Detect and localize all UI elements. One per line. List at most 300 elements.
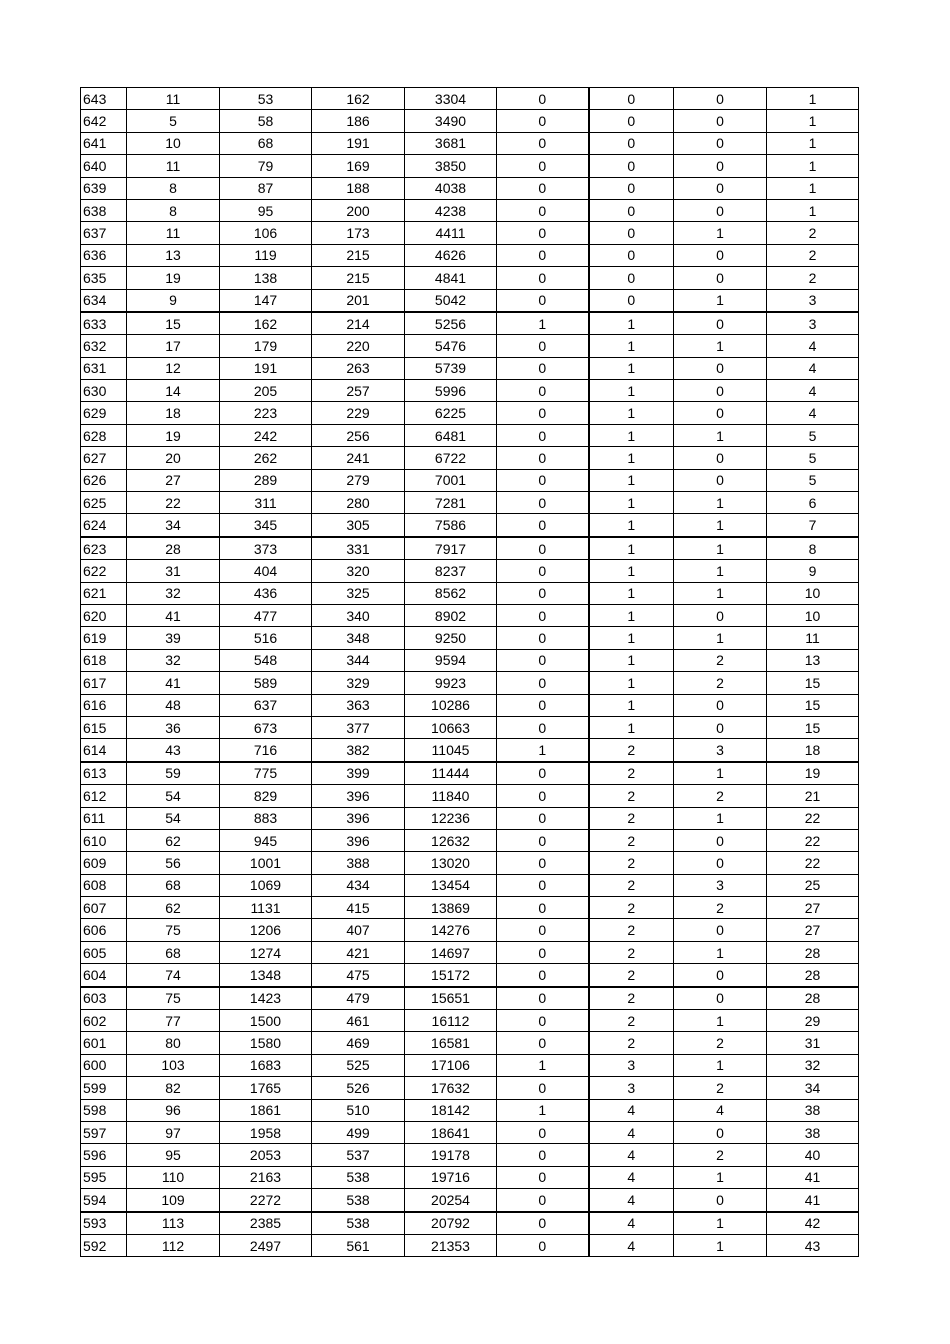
table-cell: 0 bbox=[497, 289, 589, 312]
table-cell: 0 bbox=[674, 1121, 767, 1143]
score-cell: 640 bbox=[81, 155, 127, 177]
table-cell: 28 bbox=[767, 941, 859, 963]
table-cell: 0 bbox=[497, 1166, 589, 1188]
table-row bbox=[81, 424, 859, 446]
table-cell: 0 bbox=[497, 537, 589, 560]
table-cell: 97 bbox=[127, 1121, 220, 1143]
table-cell: 36 bbox=[127, 716, 220, 738]
score-cell: 594 bbox=[81, 1189, 127, 1212]
score-cell: 592 bbox=[81, 1234, 127, 1256]
table-cell: 2 bbox=[674, 672, 767, 694]
score-cell: 613 bbox=[81, 762, 127, 785]
table-cell: 2 bbox=[767, 222, 859, 244]
table-cell: 17106 bbox=[405, 1054, 497, 1076]
table-cell: 499 bbox=[312, 1121, 405, 1143]
table-cell: 0 bbox=[497, 1121, 589, 1143]
table-cell: 263 bbox=[312, 357, 405, 379]
table-cell: 0 bbox=[497, 1077, 589, 1099]
table-cell: 2497 bbox=[220, 1234, 312, 1256]
table-cell: 2 bbox=[589, 897, 674, 919]
table-cell: 0 bbox=[497, 941, 589, 963]
table-cell: 6481 bbox=[405, 424, 497, 446]
table-cell: 32 bbox=[767, 1054, 859, 1076]
table-cell: 0 bbox=[497, 1189, 589, 1212]
table-cell: 5 bbox=[127, 110, 220, 132]
table-cell: 59 bbox=[127, 762, 220, 785]
score-cell: 597 bbox=[81, 1121, 127, 1143]
table-cell: 109 bbox=[127, 1189, 220, 1212]
table-cell: 0 bbox=[497, 1234, 589, 1256]
table-body bbox=[81, 88, 859, 1257]
table-cell: 68 bbox=[127, 874, 220, 896]
table-cell: 396 bbox=[312, 785, 405, 807]
table-cell: 200 bbox=[312, 199, 405, 221]
table-cell: 215 bbox=[312, 267, 405, 289]
table-cell: 0 bbox=[497, 155, 589, 177]
table-cell: 0 bbox=[589, 222, 674, 244]
table-row bbox=[81, 829, 859, 851]
table-row bbox=[81, 919, 859, 941]
table-cell: 7001 bbox=[405, 469, 497, 491]
table-cell: 9 bbox=[767, 560, 859, 582]
table-cell: 34 bbox=[127, 514, 220, 537]
table-cell: 345 bbox=[220, 514, 312, 537]
table-cell: 31 bbox=[767, 1032, 859, 1054]
table-cell: 19716 bbox=[405, 1166, 497, 1188]
table-cell: 0 bbox=[674, 1189, 767, 1212]
table-cell: 10 bbox=[127, 132, 220, 154]
table-cell: 0 bbox=[497, 132, 589, 154]
table-row bbox=[81, 177, 859, 199]
table-cell: 229 bbox=[312, 402, 405, 424]
table-cell: 0 bbox=[497, 402, 589, 424]
table-cell: 404 bbox=[220, 560, 312, 582]
table-cell: 110 bbox=[127, 1166, 220, 1188]
table-cell: 34 bbox=[767, 1077, 859, 1099]
score-cell: 607 bbox=[81, 897, 127, 919]
table-cell: 241 bbox=[312, 447, 405, 469]
table-cell: 516 bbox=[220, 627, 312, 649]
table-cell: 5739 bbox=[405, 357, 497, 379]
table-row bbox=[81, 739, 859, 762]
table-cell: 311 bbox=[220, 492, 312, 514]
table-cell: 11 bbox=[127, 88, 220, 110]
table-cell: 13454 bbox=[405, 874, 497, 896]
table-cell: 179 bbox=[220, 335, 312, 357]
table-cell: 0 bbox=[497, 1144, 589, 1166]
table-cell: 2 bbox=[589, 1010, 674, 1032]
table-cell: 2 bbox=[767, 244, 859, 266]
score-cell: 616 bbox=[81, 694, 127, 716]
table-cell: 396 bbox=[312, 807, 405, 829]
table-row bbox=[81, 897, 859, 919]
table-cell: 1 bbox=[674, 1234, 767, 1256]
table-cell: 1 bbox=[674, 1212, 767, 1235]
table-cell: 242 bbox=[220, 424, 312, 446]
score-cell: 643 bbox=[81, 88, 127, 110]
table-cell: 0 bbox=[497, 560, 589, 582]
table-cell: 257 bbox=[312, 380, 405, 402]
table-cell: 18641 bbox=[405, 1121, 497, 1143]
table-cell: 162 bbox=[312, 88, 405, 110]
table-cell: 27 bbox=[767, 919, 859, 941]
score-cell: 636 bbox=[81, 244, 127, 266]
table-cell: 2 bbox=[674, 1032, 767, 1054]
table-cell: 2 bbox=[674, 1077, 767, 1099]
table-row bbox=[81, 312, 859, 335]
table-cell: 0 bbox=[674, 829, 767, 851]
table-cell: 1 bbox=[674, 492, 767, 514]
table-cell: 1 bbox=[589, 312, 674, 335]
table-cell: 41 bbox=[127, 604, 220, 626]
table-cell: 0 bbox=[674, 155, 767, 177]
table-cell: 4 bbox=[589, 1121, 674, 1143]
table-cell: 12 bbox=[127, 357, 220, 379]
score-cell: 622 bbox=[81, 560, 127, 582]
table-cell: 2 bbox=[589, 919, 674, 941]
table-cell: 68 bbox=[220, 132, 312, 154]
table-cell: 43 bbox=[127, 739, 220, 762]
table-cell: 1 bbox=[674, 537, 767, 560]
table-cell: 13 bbox=[767, 649, 859, 671]
table-cell: 1 bbox=[767, 155, 859, 177]
table-cell: 538 bbox=[312, 1212, 405, 1235]
table-cell: 15 bbox=[767, 694, 859, 716]
table-cell: 215 bbox=[312, 244, 405, 266]
table-cell: 0 bbox=[589, 155, 674, 177]
table-cell: 1 bbox=[497, 1099, 589, 1121]
table-cell: 11 bbox=[127, 222, 220, 244]
table-cell: 1 bbox=[674, 222, 767, 244]
table-cell: 40 bbox=[767, 1144, 859, 1166]
table-cell: 8 bbox=[127, 177, 220, 199]
table-cell: 1 bbox=[589, 694, 674, 716]
table-cell: 0 bbox=[589, 177, 674, 199]
table-cell: 1 bbox=[674, 807, 767, 829]
table-row bbox=[81, 514, 859, 537]
table-cell: 1 bbox=[674, 941, 767, 963]
score-cell: 610 bbox=[81, 829, 127, 851]
table-cell: 373 bbox=[220, 537, 312, 560]
table-cell: 3850 bbox=[405, 155, 497, 177]
table-cell: 5 bbox=[767, 447, 859, 469]
table-row bbox=[81, 785, 859, 807]
table-cell: 1 bbox=[674, 627, 767, 649]
table-cell: 1 bbox=[674, 514, 767, 537]
table-cell: 1 bbox=[674, 560, 767, 582]
table-cell: 2 bbox=[589, 941, 674, 963]
table-cell: 2385 bbox=[220, 1212, 312, 1235]
table-cell: 4038 bbox=[405, 177, 497, 199]
table-row bbox=[81, 694, 859, 716]
table-cell: 214 bbox=[312, 312, 405, 335]
table-cell: 0 bbox=[674, 380, 767, 402]
table-cell: 0 bbox=[497, 514, 589, 537]
score-cell: 608 bbox=[81, 874, 127, 896]
table-cell: 0 bbox=[674, 177, 767, 199]
table-cell: 1 bbox=[589, 492, 674, 514]
score-cell: 627 bbox=[81, 447, 127, 469]
table-cell: 344 bbox=[312, 649, 405, 671]
table-row bbox=[81, 1189, 859, 1212]
table-cell: 2 bbox=[674, 1144, 767, 1166]
table-cell: 1 bbox=[589, 672, 674, 694]
table-cell: 2 bbox=[674, 897, 767, 919]
table-cell: 9 bbox=[127, 289, 220, 312]
table-cell: 2163 bbox=[220, 1166, 312, 1188]
table-cell: 4841 bbox=[405, 267, 497, 289]
table-cell: 415 bbox=[312, 897, 405, 919]
table-cell: 1348 bbox=[220, 964, 312, 987]
table-cell: 201 bbox=[312, 289, 405, 312]
table-cell: 1 bbox=[589, 424, 674, 446]
score-cell: 634 bbox=[81, 289, 127, 312]
table-row bbox=[81, 537, 859, 560]
table-cell: 1 bbox=[497, 1054, 589, 1076]
table-cell: 75 bbox=[127, 919, 220, 941]
table-cell: 363 bbox=[312, 694, 405, 716]
score-cell: 604 bbox=[81, 964, 127, 987]
table-cell: 0 bbox=[497, 1032, 589, 1054]
table-cell: 0 bbox=[497, 1010, 589, 1032]
table-cell: 7 bbox=[767, 514, 859, 537]
table-cell: 0 bbox=[497, 874, 589, 896]
table-row bbox=[81, 492, 859, 514]
table-cell: 538 bbox=[312, 1189, 405, 1212]
score-cell: 603 bbox=[81, 987, 127, 1010]
score-cell: 602 bbox=[81, 1010, 127, 1032]
table-row bbox=[81, 987, 859, 1010]
table-cell: 8237 bbox=[405, 560, 497, 582]
table-cell: 479 bbox=[312, 987, 405, 1010]
table-row bbox=[81, 716, 859, 738]
table-cell: 2 bbox=[589, 852, 674, 874]
table-cell: 1 bbox=[674, 1054, 767, 1076]
table-cell: 62 bbox=[127, 897, 220, 919]
table-cell: 0 bbox=[674, 132, 767, 154]
table-cell: 20254 bbox=[405, 1189, 497, 1212]
table-cell: 0 bbox=[497, 110, 589, 132]
table-cell: 475 bbox=[312, 964, 405, 987]
table-cell: 19178 bbox=[405, 1144, 497, 1166]
table-cell: 6722 bbox=[405, 447, 497, 469]
table-cell: 3490 bbox=[405, 110, 497, 132]
score-cell: 624 bbox=[81, 514, 127, 537]
table-cell: 0 bbox=[674, 469, 767, 491]
table-cell: 0 bbox=[497, 177, 589, 199]
table-cell: 15 bbox=[767, 672, 859, 694]
table-cell: 12632 bbox=[405, 829, 497, 851]
table-cell: 4238 bbox=[405, 199, 497, 221]
table-cell: 2 bbox=[674, 649, 767, 671]
table-cell: 1861 bbox=[220, 1099, 312, 1121]
table-row bbox=[81, 110, 859, 132]
table-cell: 14276 bbox=[405, 919, 497, 941]
score-cell: 638 bbox=[81, 199, 127, 221]
table-row bbox=[81, 649, 859, 671]
table-cell: 434 bbox=[312, 874, 405, 896]
table-row bbox=[81, 1054, 859, 1076]
table-cell: 28 bbox=[127, 537, 220, 560]
table-cell: 9594 bbox=[405, 649, 497, 671]
score-cell: 609 bbox=[81, 852, 127, 874]
table-cell: 2 bbox=[589, 829, 674, 851]
table-cell: 0 bbox=[497, 716, 589, 738]
table-cell: 106 bbox=[220, 222, 312, 244]
table-cell: 7281 bbox=[405, 492, 497, 514]
table-cell: 538 bbox=[312, 1166, 405, 1188]
table-cell: 2 bbox=[589, 762, 674, 785]
table-cell: 15651 bbox=[405, 987, 497, 1010]
table-row bbox=[81, 1212, 859, 1235]
table-cell: 2 bbox=[674, 785, 767, 807]
table-row bbox=[81, 1077, 859, 1099]
table-cell: 32 bbox=[127, 649, 220, 671]
table-cell: 377 bbox=[312, 716, 405, 738]
table-cell: 0 bbox=[497, 88, 589, 110]
table-row bbox=[81, 964, 859, 987]
table-row bbox=[81, 199, 859, 221]
table-cell: 22 bbox=[767, 807, 859, 829]
table-cell: 526 bbox=[312, 1077, 405, 1099]
score-distribution-table bbox=[80, 87, 859, 1257]
table-cell: 1 bbox=[674, 762, 767, 785]
table-cell: 5 bbox=[767, 424, 859, 446]
table-cell: 80 bbox=[127, 1032, 220, 1054]
table-cell: 2 bbox=[589, 807, 674, 829]
table-row bbox=[81, 469, 859, 491]
table-cell: 1 bbox=[767, 88, 859, 110]
table-cell: 4 bbox=[767, 402, 859, 424]
table-cell: 5476 bbox=[405, 335, 497, 357]
table-cell: 1765 bbox=[220, 1077, 312, 1099]
table-cell: 0 bbox=[497, 199, 589, 221]
table-cell: 173 bbox=[312, 222, 405, 244]
table-cell: 79 bbox=[220, 155, 312, 177]
table-row bbox=[81, 874, 859, 896]
table-cell: 25 bbox=[767, 874, 859, 896]
table-cell: 0 bbox=[497, 447, 589, 469]
table-cell: 16112 bbox=[405, 1010, 497, 1032]
score-cell: 637 bbox=[81, 222, 127, 244]
score-cell: 625 bbox=[81, 492, 127, 514]
table-cell: 262 bbox=[220, 447, 312, 469]
table-cell: 3 bbox=[767, 289, 859, 312]
table-cell: 82 bbox=[127, 1077, 220, 1099]
score-cell: 600 bbox=[81, 1054, 127, 1076]
table-row bbox=[81, 402, 859, 424]
table-cell: 223 bbox=[220, 402, 312, 424]
table-cell: 18 bbox=[127, 402, 220, 424]
table-cell: 0 bbox=[674, 88, 767, 110]
table-cell: 28 bbox=[767, 964, 859, 987]
table-cell: 41 bbox=[767, 1166, 859, 1188]
table-cell: 43 bbox=[767, 1234, 859, 1256]
table-cell: 525 bbox=[312, 1054, 405, 1076]
table-cell: 1 bbox=[589, 447, 674, 469]
table-cell: 1 bbox=[589, 560, 674, 582]
table-cell: 0 bbox=[589, 289, 674, 312]
table-cell: 637 bbox=[220, 694, 312, 716]
table-cell: 8562 bbox=[405, 582, 497, 604]
table-cell: 0 bbox=[497, 987, 589, 1010]
table-cell: 4 bbox=[589, 1099, 674, 1121]
table-cell: 58 bbox=[220, 110, 312, 132]
table-cell: 0 bbox=[674, 267, 767, 289]
table-cell: 1 bbox=[674, 424, 767, 446]
table-cell: 0 bbox=[589, 110, 674, 132]
table-cell: 421 bbox=[312, 941, 405, 963]
table-cell: 1206 bbox=[220, 919, 312, 941]
table-cell: 8902 bbox=[405, 604, 497, 626]
table-row bbox=[81, 380, 859, 402]
score-cell: 618 bbox=[81, 649, 127, 671]
table-cell: 68 bbox=[127, 941, 220, 963]
table-cell: 0 bbox=[674, 964, 767, 987]
table-cell: 14 bbox=[127, 380, 220, 402]
table-row bbox=[81, 1166, 859, 1188]
table-cell: 21 bbox=[767, 785, 859, 807]
table-cell: 0 bbox=[674, 694, 767, 716]
table-cell: 2 bbox=[589, 739, 674, 762]
table-cell: 5042 bbox=[405, 289, 497, 312]
table-cell: 0 bbox=[497, 604, 589, 626]
table-row bbox=[81, 582, 859, 604]
table-row bbox=[81, 1144, 859, 1166]
table-cell: 4 bbox=[589, 1212, 674, 1235]
table-cell: 1580 bbox=[220, 1032, 312, 1054]
table-cell: 1500 bbox=[220, 1010, 312, 1032]
table-cell: 1 bbox=[589, 357, 674, 379]
score-cell: 619 bbox=[81, 627, 127, 649]
table-cell: 0 bbox=[674, 716, 767, 738]
table-cell: 11045 bbox=[405, 739, 497, 762]
table-cell: 191 bbox=[220, 357, 312, 379]
table-cell: 20 bbox=[127, 447, 220, 469]
table-row bbox=[81, 289, 859, 312]
table-cell: 15 bbox=[767, 716, 859, 738]
table-cell: 1 bbox=[767, 110, 859, 132]
table-cell: 74 bbox=[127, 964, 220, 987]
table-cell: 6225 bbox=[405, 402, 497, 424]
table-cell: 2053 bbox=[220, 1144, 312, 1166]
score-cell: 623 bbox=[81, 537, 127, 560]
table-cell: 3681 bbox=[405, 132, 497, 154]
table-cell: 13020 bbox=[405, 852, 497, 874]
table-cell: 95 bbox=[127, 1144, 220, 1166]
table-cell: 1069 bbox=[220, 874, 312, 896]
table-cell: 11 bbox=[127, 155, 220, 177]
score-cell: 630 bbox=[81, 380, 127, 402]
table-cell: 0 bbox=[497, 785, 589, 807]
table-cell: 87 bbox=[220, 177, 312, 199]
table-cell: 0 bbox=[497, 627, 589, 649]
table-row bbox=[81, 1099, 859, 1121]
score-cell: 629 bbox=[81, 402, 127, 424]
score-cell: 617 bbox=[81, 672, 127, 694]
table-cell: 95 bbox=[220, 199, 312, 221]
table-cell: 0 bbox=[497, 762, 589, 785]
table-cell: 10 bbox=[767, 604, 859, 626]
table-cell: 1423 bbox=[220, 987, 312, 1010]
table-cell: 48 bbox=[127, 694, 220, 716]
table-cell: 673 bbox=[220, 716, 312, 738]
table-cell: 396 bbox=[312, 829, 405, 851]
table-cell: 1 bbox=[589, 380, 674, 402]
table-cell: 27 bbox=[127, 469, 220, 491]
table-cell: 0 bbox=[674, 110, 767, 132]
table-cell: 1 bbox=[589, 604, 674, 626]
